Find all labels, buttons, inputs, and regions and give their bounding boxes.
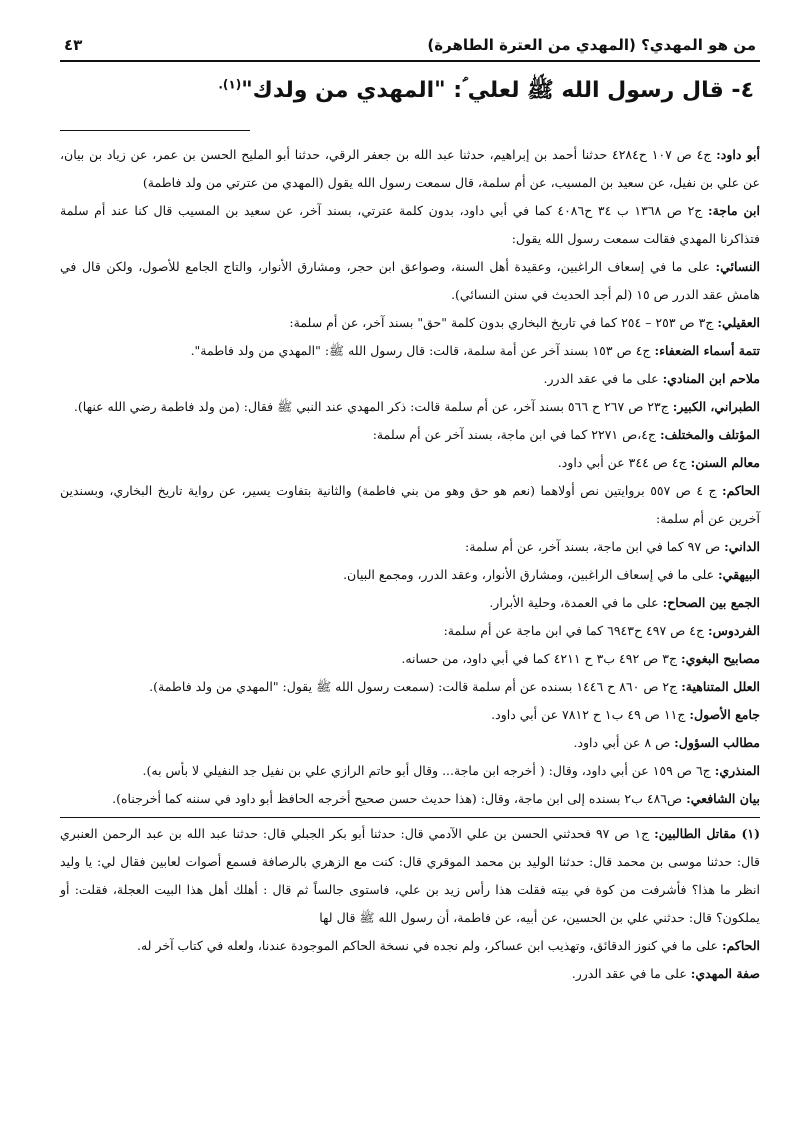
reference-source: أبو داود: <box>716 147 760 162</box>
reference-source: ابن ماجة: <box>707 203 760 218</box>
reference-paragraph <box>60 449 760 477</box>
page-header <box>60 30 760 62</box>
footnote-source: صفة المهدي: <box>690 966 760 981</box>
reference-paragraph <box>60 365 760 393</box>
footnote-divider <box>60 817 760 818</box>
footnote-paragraph <box>60 960 760 988</box>
reference-source: مطالب السؤول: <box>674 735 760 750</box>
references <box>60 141 760 988</box>
reference-text: على ما في إسعاف الراغبين، وعقيدة أهل السنة، وصواعق ابن حجر، ومشارق الأنوار، والتاج الجامع للأصول، ولكن قال في هامش عقد الدرر ص ١٥ (لم أجد الحديث في سنن النسائي). <box>60 259 760 302</box>
reference-paragraph <box>60 393 760 421</box>
reference-paragraph <box>60 785 760 813</box>
reference-text: ج٤ ص ١٠٧ ح٤٢٨٤ حدثنا أحمد بن إبراهيم، حدثنا عبد الله بن جعفر الرقي، حدثنا أبو المليح الحسن بن عمر، عن زياد بن بيان، عن علي بن نفيل، عن سعيد بن المسيب، عن أم سلمة، قال سمعت رسول الله يقول (المهدي من عترتي من ولد فاطمة) <box>60 147 760 190</box>
reference-text: على ما في عقد الدرر. <box>543 371 659 386</box>
chapter-title <box>60 76 754 108</box>
reference-text: ج٢٣ ص ٢٦٧ ح ٥٦٦ بسند آخر، عن أم سلمة قالت: ذكر المهدي عند النبي ﷺ فقال: (من ولد فاطمة رضي الله عنها). <box>73 399 669 414</box>
reference-text: على ما في إسعاف الراغبين، ومشارق الأنوار، وعقد الدرر، ومجمع البيان. <box>343 567 715 582</box>
footnote-text: على ما في عقد الدرر. <box>571 966 687 981</box>
reference-source: الداني: <box>724 539 760 554</box>
reference-text: ج٤ ص ٤٩٧ ح٦٩٤٣ كما في ابن ماجة عن أم سلمة: <box>443 623 705 638</box>
reference-source: النسائي: <box>715 259 760 274</box>
footnote-paragraph <box>60 820 760 932</box>
reference-text: ص ٨ عن أبي داود. <box>573 735 671 750</box>
reference-text: ج٣ ص ٤٩٢ ب٣ ح ٤٢١١ كما في أبي داود، من حسانه. <box>401 651 678 666</box>
reference-text: ج١١ ص ٤٩ ب١ ح ٧٨١٢ عن أبي داود. <box>491 707 686 722</box>
reference-source: بيان الشافعي: <box>686 791 760 806</box>
reference-source: المنذري: <box>714 763 760 778</box>
reference-paragraph <box>60 533 760 561</box>
reference-paragraph <box>60 141 760 197</box>
title-rule <box>60 130 250 131</box>
reference-source: تتمة أسماء الضعفاء: <box>654 343 760 358</box>
reference-text: ج٦ ص ١٥٩ عن أبي داود، وقال: ( أخرجه ابن ماجة... وقال أبو حاتم الرازي علي بن نفيل جد النفيلي لا بأس به). <box>142 763 711 778</box>
reference-paragraph <box>60 309 760 337</box>
reference-source: العقيلي: <box>717 315 760 330</box>
page-number: ٤٣ <box>64 36 83 54</box>
reference-source: الفردوس: <box>708 623 760 638</box>
reference-text: ج٣ ص ٢٥٣ – ٢٥٤ كما في تاريخ البخاري بدون كلمة "حق" بسند آخر، عن أم سلمة: <box>289 315 714 330</box>
reference-text: ج٤،ص ٢٢٧١ كما في ابن ماجة، بسند آخر عن أم سلمة: <box>372 427 657 442</box>
reference-source: ملاحم ابن المنادي: <box>662 371 760 386</box>
footnote-source: (١) مقاتل الطالبين: <box>654 826 760 841</box>
reference-paragraph <box>60 253 760 309</box>
reference-paragraph <box>60 673 760 701</box>
reference-text: ج٢ ص ٨٦٠ ح ١٤٤٦ بسنده عن أم سلمة قالت: (سمعت رسول الله ﷺ يقول: "المهدي من ولد فاطمة). <box>149 679 678 694</box>
reference-paragraph <box>60 729 760 757</box>
reference-paragraph <box>60 589 760 617</box>
reference-paragraph <box>60 477 760 533</box>
running-title: من هو المهدي؟ (المهدي من العترة الطاهرة) <box>427 36 756 54</box>
reference-source: الطبراني، الكبير: <box>672 399 760 414</box>
reference-source: العلل المتناهية: <box>681 679 760 694</box>
reference-paragraph <box>60 561 760 589</box>
page <box>60 30 760 988</box>
reference-source: الجمع بين الصحاح: <box>662 595 760 610</box>
reference-text: ج٢ ص ١٣٦٨ ب ٣٤ ح٤٠٨٦ كما في أبي داود، بدون كلمة عترتي، بسند آخر، عن سعيد بن المسيب قال كنا عند أم سلمة فتذاكرنا المهدي فقالت سمعت رسول الله يقول: <box>60 203 760 246</box>
reference-source: معالم السنن: <box>690 455 760 470</box>
reference-paragraph <box>60 421 760 449</box>
reference-source: الحاكم: <box>721 483 761 498</box>
reference-text: ج٤ ص ٣٤٤ عن أبي داود. <box>557 455 687 470</box>
footnote-text: على ما في كنوز الدقائق، وتهذيب ابن عساكر، ولم نجده في نسخة الحاكم الموجودة عندنا، ولعله في كتاب آخر له. <box>137 938 718 953</box>
reference-source: البيهقي: <box>718 567 760 582</box>
reference-text: ص٤٨٦ ب٢ بسنده إلى ابن ماجة، وقال: (هذا حديث حسن صحيح أخرجه الحافظ أبو داود في سننه كما أخرجناه). <box>112 791 683 806</box>
footnote-marker: (١). <box>218 77 242 92</box>
reference-text: ج ٤ ص ٥٥٧ بروايتين نص أولاهما (نعم هو حق وهو من بني فاطمة) والثانية بتفاوت يسير، عن رواية تاريخ البخاري، وبسندين آخرين عن أم سلمة: <box>60 483 760 526</box>
reference-paragraph <box>60 337 760 365</box>
footnote-paragraph <box>60 932 760 960</box>
reference-text: ص ٩٧ كما في ابن ماجة، بسند آخر، عن أم سلمة: <box>465 539 721 554</box>
reference-source: مصابيح البغوي: <box>681 651 760 666</box>
reference-paragraph <box>60 617 760 645</box>
reference-source: جامع الأصول: <box>689 707 760 722</box>
reference-source: المؤتلف والمختلف: <box>660 427 760 442</box>
reference-paragraph <box>60 197 760 253</box>
reference-paragraph <box>60 757 760 785</box>
reference-paragraph <box>60 701 760 729</box>
footnote-text: ج١ ص ٩٧ فحدثني الحسن بن علي الآدمي قال: حدثنا أبو بكر الجبلي قال: حدثنا عبد الله بن عبد الرحمن العنبري قال: حدثنا موسى بن محمد قال: حدثنا الوليد بن محمد الموقري قال: كنت مع الزهري بالرصافة فسمع أصوات لعابين فقال لي: يا وليد انظر ما هذا؟ فأشرفت من كوة في بيته فقلت هذا رأس زيد بن علي، فاستوى جالساً ثم قال : أهلك أهل هذا البيت العجلة، فقلت: أو يملكون؟ قال: حدثني علي بن الحسين، عن أبيه، عن فاطمة، أن رسول الله ﷺ قال لها <box>60 826 760 925</box>
chapter-title-text: ٤- قال رسول الله ﷺ لعلي ؑ: "المهدي من ولدك" <box>241 78 754 103</box>
reference-text: على ما في العمدة، وحلية الأبرار. <box>489 595 659 610</box>
reference-paragraph <box>60 645 760 673</box>
reference-text: ج٤ ص ١٥٣ بسند آخر عن أمة سلمة، قالت: قال رسول الله ﷺ: "المهدي من ولد فاطمة". <box>190 343 651 358</box>
footnote-source: الحاكم: <box>721 938 760 953</box>
